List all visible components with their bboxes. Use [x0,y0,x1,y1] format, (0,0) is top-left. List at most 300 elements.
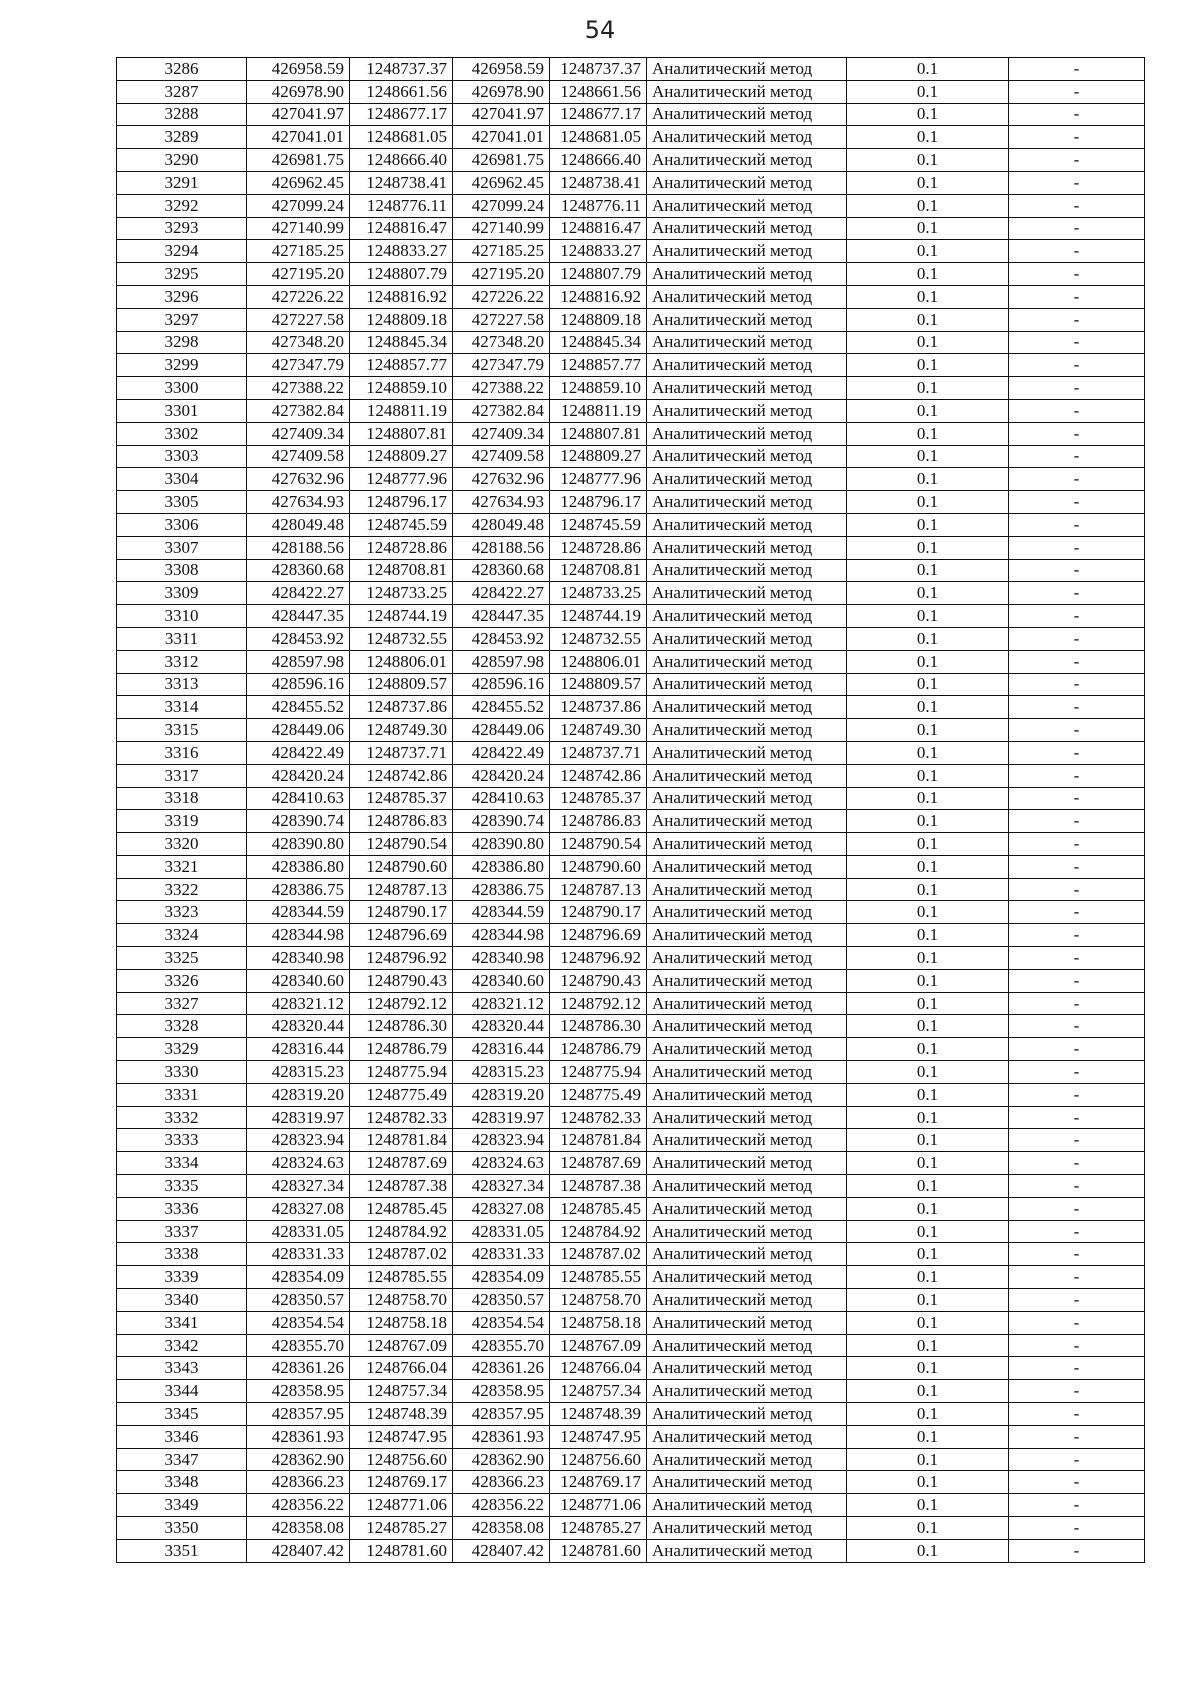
method-cell: Аналитический метод [647,1334,847,1357]
note-cell: - [1009,513,1145,536]
accuracy-cell: 0.1 [847,1015,1009,1038]
point-number-cell: 3346 [117,1425,247,1448]
table-row [117,1289,1145,1312]
y-coordinate-2-cell: 1248776.11 [550,194,647,217]
x-coordinate-cell: 428361.26 [247,1357,350,1380]
note-cell: - [1009,1403,1145,1426]
x-coordinate-2-cell: 428356.22 [453,1494,550,1517]
table-row [117,1380,1145,1403]
y-coordinate-cell: 1248732.55 [350,627,453,650]
y-coordinate-cell: 1248771.06 [350,1494,453,1517]
x-coordinate-cell: 428447.35 [247,605,350,628]
point-number-cell: 3297 [117,308,247,331]
method-cell: Аналитический метод [647,1038,847,1061]
y-coordinate-2-cell: 1248771.06 [550,1494,647,1517]
method-cell: Аналитический метод [647,582,847,605]
y-coordinate-cell: 1248744.19 [350,605,453,628]
y-coordinate-2-cell: 1248816.47 [550,217,647,240]
note-cell: - [1009,605,1145,628]
method-cell: Аналитический метод [647,308,847,331]
y-coordinate-cell: 1248816.47 [350,217,453,240]
table-row [117,719,1145,742]
y-coordinate-cell: 1248756.60 [350,1448,453,1471]
table-row [117,1539,1145,1562]
point-number-cell: 3306 [117,513,247,536]
table-row [117,810,1145,833]
point-number-cell: 3308 [117,559,247,582]
y-coordinate-2-cell: 1248811.19 [550,399,647,422]
y-coordinate-2-cell: 1248786.30 [550,1015,647,1038]
method-cell: Аналитический метод [647,171,847,194]
table-row [117,1061,1145,1084]
method-cell: Аналитический метод [647,491,847,514]
x-coordinate-2-cell: 427041.97 [453,103,550,126]
page-number: 54 [584,16,616,44]
y-coordinate-cell: 1248796.92 [350,947,453,970]
method-cell: Аналитический метод [647,878,847,901]
y-coordinate-cell: 1248806.01 [350,650,453,673]
method-cell: Аналитический метод [647,1129,847,1152]
point-number-cell: 3337 [117,1220,247,1243]
table-row [117,1425,1145,1448]
y-coordinate-2-cell: 1248748.39 [550,1403,647,1426]
y-coordinate-2-cell: 1248737.86 [550,696,647,719]
x-coordinate-cell: 428422.49 [247,741,350,764]
point-number-cell: 3317 [117,764,247,787]
accuracy-cell: 0.1 [847,1129,1009,1152]
accuracy-cell: 0.1 [847,1357,1009,1380]
note-cell: - [1009,1038,1145,1061]
method-cell: Аналитический метод [647,833,847,856]
point-number-cell: 3328 [117,1015,247,1038]
point-number-cell: 3318 [117,787,247,810]
x-coordinate-2-cell: 426978.90 [453,80,550,103]
note-cell: - [1009,1106,1145,1129]
accuracy-cell: 0.1 [847,1061,1009,1084]
accuracy-cell: 0.1 [847,764,1009,787]
accuracy-cell: 0.1 [847,58,1009,81]
table-row [117,536,1145,559]
table-row [117,354,1145,377]
x-coordinate-2-cell: 428357.95 [453,1403,550,1426]
x-coordinate-cell: 428319.20 [247,1083,350,1106]
accuracy-cell: 0.1 [847,285,1009,308]
accuracy-cell: 0.1 [847,491,1009,514]
y-coordinate-cell: 1248781.84 [350,1129,453,1152]
accuracy-cell: 0.1 [847,240,1009,263]
point-number-cell: 3316 [117,741,247,764]
table-row [117,787,1145,810]
y-coordinate-cell: 1248833.27 [350,240,453,263]
y-coordinate-2-cell: 1248744.19 [550,605,647,628]
table-row [117,650,1145,673]
point-number-cell: 3298 [117,331,247,354]
method-cell: Аналитический метод [647,285,847,308]
method-cell: Аналитический метод [647,354,847,377]
table-row [117,673,1145,696]
method-cell: Аналитический метод [647,377,847,400]
note-cell: - [1009,445,1145,468]
x-coordinate-cell: 428331.33 [247,1243,350,1266]
y-coordinate-2-cell: 1248767.09 [550,1334,647,1357]
note-cell: - [1009,1517,1145,1540]
note-cell: - [1009,331,1145,354]
note-cell: - [1009,1197,1145,1220]
y-coordinate-cell: 1248708.81 [350,559,453,582]
accuracy-cell: 0.1 [847,627,1009,650]
note-cell: - [1009,536,1145,559]
table-row [117,901,1145,924]
point-number-cell: 3311 [117,627,247,650]
y-coordinate-cell: 1248728.86 [350,536,453,559]
x-coordinate-2-cell: 428327.34 [453,1175,550,1198]
note-cell: - [1009,171,1145,194]
y-coordinate-2-cell: 1248790.17 [550,901,647,924]
accuracy-cell: 0.1 [847,1380,1009,1403]
x-coordinate-cell: 428596.16 [247,673,350,696]
x-coordinate-2-cell: 428386.80 [453,855,550,878]
note-cell: - [1009,285,1145,308]
method-cell: Аналитический метод [647,787,847,810]
y-coordinate-cell: 1248766.04 [350,1357,453,1380]
note-cell: - [1009,1425,1145,1448]
x-coordinate-2-cell: 428422.49 [453,741,550,764]
point-number-cell: 3304 [117,468,247,491]
y-coordinate-2-cell: 1248737.37 [550,58,647,81]
y-coordinate-cell: 1248845.34 [350,331,453,354]
table-row [117,263,1145,286]
method-cell: Аналитический метод [647,1061,847,1084]
x-coordinate-cell: 426958.59 [247,58,350,81]
method-cell: Аналитический метод [647,1539,847,1562]
x-coordinate-2-cell: 428449.06 [453,719,550,742]
method-cell: Аналитический метод [647,1083,847,1106]
accuracy-cell: 0.1 [847,1038,1009,1061]
note-cell: - [1009,263,1145,286]
accuracy-cell: 0.1 [847,559,1009,582]
y-coordinate-cell: 1248677.17 [350,103,453,126]
note-cell: - [1009,1129,1145,1152]
table-row [117,855,1145,878]
x-coordinate-cell: 427227.58 [247,308,350,331]
method-cell: Аналитический метод [647,1289,847,1312]
table-row [117,1517,1145,1540]
x-coordinate-2-cell: 428355.70 [453,1334,550,1357]
y-coordinate-cell: 1248737.37 [350,58,453,81]
y-coordinate-2-cell: 1248775.49 [550,1083,647,1106]
point-number-cell: 3342 [117,1334,247,1357]
point-number-cell: 3313 [117,673,247,696]
point-number-cell: 3341 [117,1311,247,1334]
y-coordinate-2-cell: 1248785.27 [550,1517,647,1540]
x-coordinate-2-cell: 428390.80 [453,833,550,856]
x-coordinate-2-cell: 428188.56 [453,536,550,559]
accuracy-cell: 0.1 [847,1471,1009,1494]
note-cell: - [1009,901,1145,924]
table-row [117,377,1145,400]
point-number-cell: 3307 [117,536,247,559]
x-coordinate-2-cell: 427099.24 [453,194,550,217]
table-row [117,1038,1145,1061]
accuracy-cell: 0.1 [847,1243,1009,1266]
y-coordinate-2-cell: 1248796.17 [550,491,647,514]
accuracy-cell: 0.1 [847,1083,1009,1106]
accuracy-cell: 0.1 [847,673,1009,696]
accuracy-cell: 0.1 [847,80,1009,103]
x-coordinate-2-cell: 428323.94 [453,1129,550,1152]
x-coordinate-cell: 427388.22 [247,377,350,400]
note-cell: - [1009,1175,1145,1198]
x-coordinate-cell: 428340.98 [247,947,350,970]
point-number-cell: 3288 [117,103,247,126]
accuracy-cell: 0.1 [847,445,1009,468]
y-coordinate-cell: 1248785.37 [350,787,453,810]
x-coordinate-cell: 426962.45 [247,171,350,194]
method-cell: Аналитический метод [647,810,847,833]
x-coordinate-cell: 428597.98 [247,650,350,673]
table-row [117,696,1145,719]
y-coordinate-2-cell: 1248792.12 [550,992,647,1015]
y-coordinate-2-cell: 1248747.95 [550,1425,647,1448]
x-coordinate-2-cell: 427409.58 [453,445,550,468]
accuracy-cell: 0.1 [847,787,1009,810]
accuracy-cell: 0.1 [847,719,1009,742]
accuracy-cell: 0.1 [847,741,1009,764]
method-cell: Аналитический метод [647,1152,847,1175]
y-coordinate-2-cell: 1248758.18 [550,1311,647,1334]
point-number-cell: 3291 [117,171,247,194]
method-cell: Аналитический метод [647,513,847,536]
accuracy-cell: 0.1 [847,194,1009,217]
note-cell: - [1009,855,1145,878]
note-cell: - [1009,1334,1145,1357]
y-coordinate-2-cell: 1248781.60 [550,1539,647,1562]
note-cell: - [1009,149,1145,172]
x-coordinate-2-cell: 428361.93 [453,1425,550,1448]
note-cell: - [1009,582,1145,605]
accuracy-cell: 0.1 [847,1220,1009,1243]
y-coordinate-2-cell: 1248782.33 [550,1106,647,1129]
point-number-cell: 3335 [117,1175,247,1198]
point-number-cell: 3329 [117,1038,247,1061]
table-row [117,422,1145,445]
y-coordinate-2-cell: 1248833.27 [550,240,647,263]
x-coordinate-2-cell: 427041.01 [453,126,550,149]
point-number-cell: 3300 [117,377,247,400]
note-cell: - [1009,399,1145,422]
x-coordinate-2-cell: 428320.44 [453,1015,550,1038]
table-row [117,126,1145,149]
note-cell: - [1009,1311,1145,1334]
y-coordinate-2-cell: 1248738.41 [550,171,647,194]
x-coordinate-2-cell: 428340.98 [453,947,550,970]
y-coordinate-cell: 1248811.19 [350,399,453,422]
note-cell: - [1009,1357,1145,1380]
point-number-cell: 3302 [117,422,247,445]
y-coordinate-2-cell: 1248796.69 [550,924,647,947]
point-number-cell: 3334 [117,1152,247,1175]
y-coordinate-cell: 1248792.12 [350,992,453,1015]
y-coordinate-2-cell: 1248796.92 [550,947,647,970]
table-row [117,1197,1145,1220]
point-number-cell: 3314 [117,696,247,719]
y-coordinate-cell: 1248786.30 [350,1015,453,1038]
point-number-cell: 3324 [117,924,247,947]
x-coordinate-2-cell: 428344.98 [453,924,550,947]
y-coordinate-2-cell: 1248785.55 [550,1266,647,1289]
accuracy-cell: 0.1 [847,1289,1009,1312]
method-cell: Аналитический метод [647,422,847,445]
y-coordinate-cell: 1248733.25 [350,582,453,605]
note-cell: - [1009,1494,1145,1517]
y-coordinate-cell: 1248745.59 [350,513,453,536]
x-coordinate-2-cell: 427632.96 [453,468,550,491]
y-coordinate-cell: 1248787.02 [350,1243,453,1266]
y-coordinate-cell: 1248785.27 [350,1517,453,1540]
method-cell: Аналитический метод [647,969,847,992]
point-number-cell: 3315 [117,719,247,742]
y-coordinate-cell: 1248790.17 [350,901,453,924]
table-row [117,491,1145,514]
x-coordinate-cell: 428357.95 [247,1403,350,1426]
y-coordinate-2-cell: 1248733.25 [550,582,647,605]
table-row [117,1243,1145,1266]
x-coordinate-cell: 427041.97 [247,103,350,126]
x-coordinate-2-cell: 427195.20 [453,263,550,286]
y-coordinate-2-cell: 1248809.27 [550,445,647,468]
accuracy-cell: 0.1 [847,354,1009,377]
point-number-cell: 3312 [117,650,247,673]
y-coordinate-2-cell: 1248786.79 [550,1038,647,1061]
accuracy-cell: 0.1 [847,1334,1009,1357]
method-cell: Аналитический метод [647,126,847,149]
table-row [117,582,1145,605]
note-cell: - [1009,764,1145,787]
table-row [117,764,1145,787]
y-coordinate-2-cell: 1248859.10 [550,377,647,400]
accuracy-cell: 0.1 [847,878,1009,901]
y-coordinate-2-cell: 1248787.02 [550,1243,647,1266]
x-coordinate-cell: 428049.48 [247,513,350,536]
y-coordinate-2-cell: 1248790.60 [550,855,647,878]
accuracy-cell: 0.1 [847,217,1009,240]
x-coordinate-2-cell: 428350.57 [453,1289,550,1312]
x-coordinate-2-cell: 427226.22 [453,285,550,308]
table-row [117,1175,1145,1198]
y-coordinate-cell: 1248758.70 [350,1289,453,1312]
accuracy-cell: 0.1 [847,924,1009,947]
table-row [117,1129,1145,1152]
point-number-cell: 3321 [117,855,247,878]
y-coordinate-2-cell: 1248845.34 [550,331,647,354]
note-cell: - [1009,217,1145,240]
table-row [117,1448,1145,1471]
x-coordinate-2-cell: 428360.68 [453,559,550,582]
x-coordinate-cell: 428331.05 [247,1220,350,1243]
note-cell: - [1009,1380,1145,1403]
point-number-cell: 3322 [117,878,247,901]
y-coordinate-2-cell: 1248809.18 [550,308,647,331]
y-coordinate-cell: 1248784.92 [350,1220,453,1243]
y-coordinate-2-cell: 1248790.43 [550,969,647,992]
table-row [117,240,1145,263]
point-number-cell: 3344 [117,1380,247,1403]
x-coordinate-2-cell: 427140.99 [453,217,550,240]
x-coordinate-2-cell: 428422.27 [453,582,550,605]
y-coordinate-2-cell: 1248769.17 [550,1471,647,1494]
x-coordinate-2-cell: 428049.48 [453,513,550,536]
y-coordinate-cell: 1248749.30 [350,719,453,742]
x-coordinate-cell: 428316.44 [247,1038,350,1061]
x-coordinate-2-cell: 426962.45 [453,171,550,194]
x-coordinate-2-cell: 428453.92 [453,627,550,650]
method-cell: Аналитический метод [647,855,847,878]
note-cell: - [1009,422,1145,445]
note-cell: - [1009,1015,1145,1038]
accuracy-cell: 0.1 [847,833,1009,856]
x-coordinate-cell: 428449.06 [247,719,350,742]
x-coordinate-2-cell: 428321.12 [453,992,550,1015]
method-cell: Аналитический метод [647,901,847,924]
x-coordinate-2-cell: 428354.09 [453,1266,550,1289]
table-row [117,80,1145,103]
y-coordinate-2-cell: 1248758.70 [550,1289,647,1312]
method-cell: Аналитический метод [647,1106,847,1129]
x-coordinate-cell: 428407.42 [247,1539,350,1562]
x-coordinate-cell: 427409.58 [247,445,350,468]
note-cell: - [1009,1448,1145,1471]
accuracy-cell: 0.1 [847,1266,1009,1289]
accuracy-cell: 0.1 [847,1425,1009,1448]
method-cell: Аналитический метод [647,468,847,491]
y-coordinate-cell: 1248775.94 [350,1061,453,1084]
method-cell: Аналитический метод [647,764,847,787]
y-coordinate-cell: 1248857.77 [350,354,453,377]
point-number-cell: 3338 [117,1243,247,1266]
point-number-cell: 3320 [117,833,247,856]
note-cell: - [1009,673,1145,696]
table-row [117,559,1145,582]
x-coordinate-cell: 428315.23 [247,1061,350,1084]
y-coordinate-2-cell: 1248666.40 [550,149,647,172]
x-coordinate-cell: 428422.27 [247,582,350,605]
x-coordinate-2-cell: 426981.75 [453,149,550,172]
method-cell: Аналитический метод [647,240,847,263]
y-coordinate-2-cell: 1248785.37 [550,787,647,810]
x-coordinate-cell: 428362.90 [247,1448,350,1471]
table-row [117,947,1145,970]
method-cell: Аналитический метод [647,1015,847,1038]
y-coordinate-2-cell: 1248766.04 [550,1357,647,1380]
table-row [117,194,1145,217]
y-coordinate-cell: 1248786.83 [350,810,453,833]
y-coordinate-2-cell: 1248708.81 [550,559,647,582]
table-row [117,1106,1145,1129]
note-cell: - [1009,354,1145,377]
x-coordinate-2-cell: 428324.63 [453,1152,550,1175]
table-body [117,58,1145,1563]
y-coordinate-cell: 1248661.56 [350,80,453,103]
method-cell: Аналитический метод [647,149,847,172]
y-coordinate-2-cell: 1248857.77 [550,354,647,377]
method-cell: Аналитический метод [647,217,847,240]
method-cell: Аналитический метод [647,1380,847,1403]
method-cell: Аналитический метод [647,1197,847,1220]
x-coordinate-2-cell: 428455.52 [453,696,550,719]
y-coordinate-cell: 1248781.60 [350,1539,453,1562]
y-coordinate-cell: 1248786.79 [350,1038,453,1061]
point-number-cell: 3319 [117,810,247,833]
